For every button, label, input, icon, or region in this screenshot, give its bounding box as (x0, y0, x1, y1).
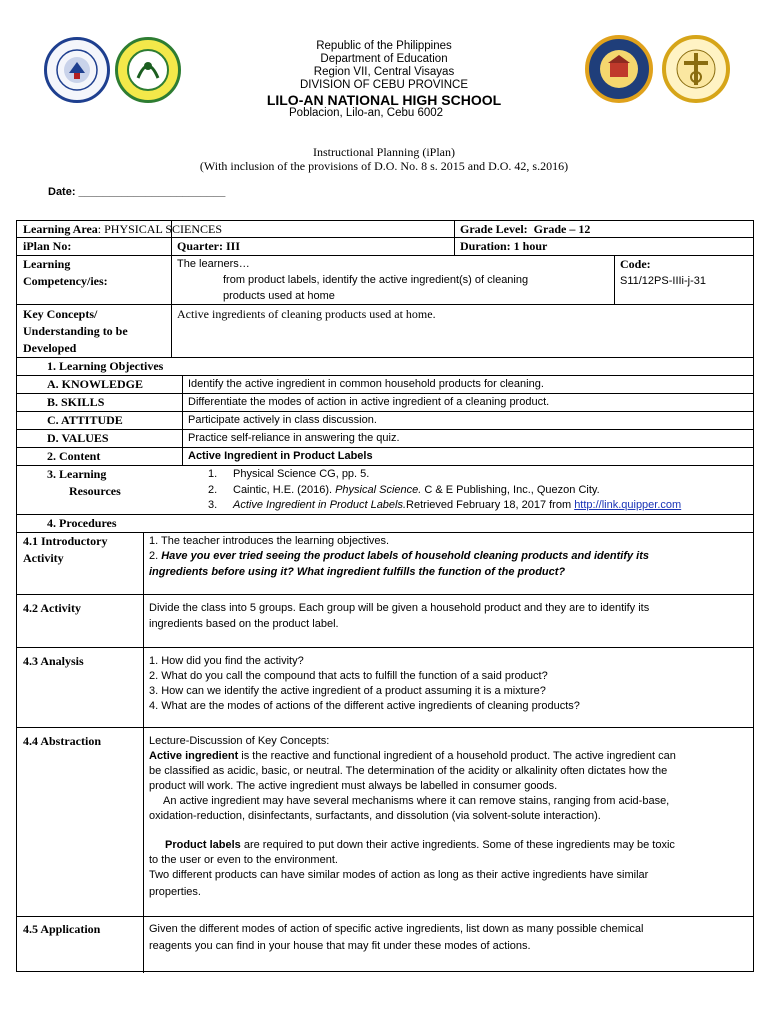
header-division: DIVISION OF CEBU PROVINCE (299, 79, 469, 91)
abstraction-line-7: to the user or even to the environment. (149, 854, 338, 866)
resource-1: Physical Science CG, pp. 5. (233, 468, 370, 480)
application-line-1: Given the different modes of action of specific active ingredients, list down as many possible chemical (149, 923, 644, 935)
header-region: Region VII, Central Visayas (313, 66, 455, 78)
content-value: Active Ingredient in Product Labels (188, 450, 373, 462)
header-department: Department of Education (320, 53, 448, 65)
resource-3: Active Ingredient in Product Labels.Retrieved February 18, 2017 from http://link.quipper.com (233, 499, 682, 511)
activity-label: 4.2 Activity (23, 601, 81, 615)
code-label: Code: (620, 257, 651, 271)
resource-2: Caintic, H.E. (2016). Physical Science. C & E Publishing, Inc., Quezon City. (233, 484, 600, 496)
competency-line-1: from product labels, identify the active ingredient(s) of cleaning (223, 274, 529, 286)
attitude-label: C. ATTITUDE (47, 413, 123, 427)
activity-line-1: Divide the class into 5 groups. Each group will be given a household product and they are to identify its (149, 602, 650, 614)
analysis-q1: 1. How did you find the activity? (149, 655, 304, 667)
skills-value: Differentiate the modes of action in active ingredient of a cleaning product. (188, 396, 550, 408)
knowledge-value: Identify the active ingredient in common household products for cleaning. (188, 378, 544, 390)
intro-activity-label-1: 4.1 Introductory (23, 534, 108, 548)
application-label: 4.5 Application (23, 922, 101, 936)
duration-label: Duration: 1 hour (460, 239, 548, 253)
iplan-table (16, 220, 754, 972)
application-line-2: reagents you can find in your house that may fit under these modes of actions. (149, 940, 531, 952)
date-field: Date: ________________________ (48, 186, 226, 198)
competency-label-1: Learning (23, 257, 71, 271)
content-label: 2. Content (47, 449, 101, 463)
intro-item-2: 2. Have you ever tried seeing the product labels of household cleaning products and identify its (149, 550, 649, 562)
intro-activity-label-2: Activity (23, 551, 64, 565)
resource-3-number: 3. (208, 499, 218, 511)
objectives-heading: 1. Learning Objectives (47, 359, 164, 373)
abstraction-line-3: product will work. The active ingredient must always be labelled in consumer goods. (149, 780, 558, 792)
attitude-value: Participate actively in class discussion. (188, 414, 377, 426)
school-address: Poblacion, Lilo-an, Cebu 6002 (289, 107, 444, 119)
abstraction-line-0: Lecture-Discussion of Key Concepts: (149, 735, 330, 747)
intro-item-2-cont: ingredients before using it? What ingredient fulfills the function of the product? (149, 566, 566, 578)
code-value: S11/12PS-IIIi-j-31 (620, 275, 707, 287)
resources-label-2: Resources (69, 484, 121, 498)
intro-item-1: 1. The teacher introduces the learning objectives. (149, 535, 390, 547)
key-concepts-label-3: Developed (23, 341, 77, 355)
header-republic: Republic of the Philippines (316, 40, 452, 52)
procedures-heading: 4. Procedures (47, 516, 117, 530)
grade-level-value: Grade – 12 (533, 222, 591, 236)
grade-level-label: Grade Level: Grade – 12 (460, 222, 591, 236)
values-value: Practice self-reliance in answering the quiz. (188, 432, 400, 444)
abstraction-line-1: Active ingredient is the reactive and functional ingredient of a household product. The active ingredient can (149, 750, 676, 762)
quarter-label: Quarter: III (177, 239, 240, 253)
document-subtitle: (With inclusion of the provisions of D.O. No. 8 s. 2015 and D.O. 42, s.2016) (199, 159, 569, 173)
key-concepts-label-1: Key Concepts/ (23, 307, 98, 321)
learning-area-value: : PHYSICAL SCIENCES (97, 222, 223, 236)
analysis-label: 4.3 Analysis (23, 654, 84, 668)
abstraction-line-8: Two different products can have similar modes of action as long as their active ingredients have similar (149, 869, 649, 881)
competency-label-2: Competency/ies: (23, 274, 108, 288)
abstraction-line-6: Product labels are required to put down their active ingredients. Some of these ingredients may be toxic (165, 839, 675, 851)
key-concepts-value: Active ingredients of cleaning products used at home. (177, 307, 436, 321)
values-label: D. VALUES (47, 431, 109, 445)
key-concepts-label-2: Understanding to be (23, 324, 128, 338)
school-name: LILO-AN NATIONAL HIGH SCHOOL (266, 92, 502, 108)
competency-intro: The learners… (177, 258, 250, 270)
skills-label: B. SKILLS (47, 395, 105, 409)
resource-2-number: 2. (208, 484, 218, 496)
abstraction-line-2: be classified as acidic, basic, or neutral. The determination of the acidity or alkalinity often dictates how the (149, 765, 668, 777)
analysis-q4: 4. What are the modes of actions of the different active ingredients of cleaning products? (149, 700, 580, 712)
abstraction-label: 4.4 Abstraction (23, 734, 101, 748)
activity-line-2: ingredients based on the product label. (149, 618, 339, 630)
abstraction-line-9: properties. (149, 886, 201, 898)
abstraction-line-4: An active ingredient may have several mechanisms where it can remove stains, ranging from acid-base, (163, 795, 670, 807)
quipper-link[interactable]: http://link.quipper.com (574, 499, 682, 511)
iplan-no-label: iPlan No: (23, 239, 72, 253)
resource-1-number: 1. (208, 468, 218, 480)
abstraction-line-5: oxidation-reduction, disinfectants, surfactants, and dissolution (via solvent-solute interaction). (149, 810, 601, 822)
document-title: Instructional Planning (iPlan) (313, 145, 455, 159)
analysis-q3: 3. How can we identify the active ingredient of a product assuming it is a mixture? (149, 685, 546, 697)
learning-area-label: Learning Area: PHYSICAL SCIENCES (23, 222, 223, 236)
analysis-q2: 2. What do you call the compound that acts to fulfill the function of a said product? (149, 670, 548, 682)
competency-line-2: products used at home (223, 290, 335, 302)
knowledge-label: A. KNOWLEDGE (47, 377, 144, 391)
resources-label-1: 3. Learning (47, 467, 107, 481)
